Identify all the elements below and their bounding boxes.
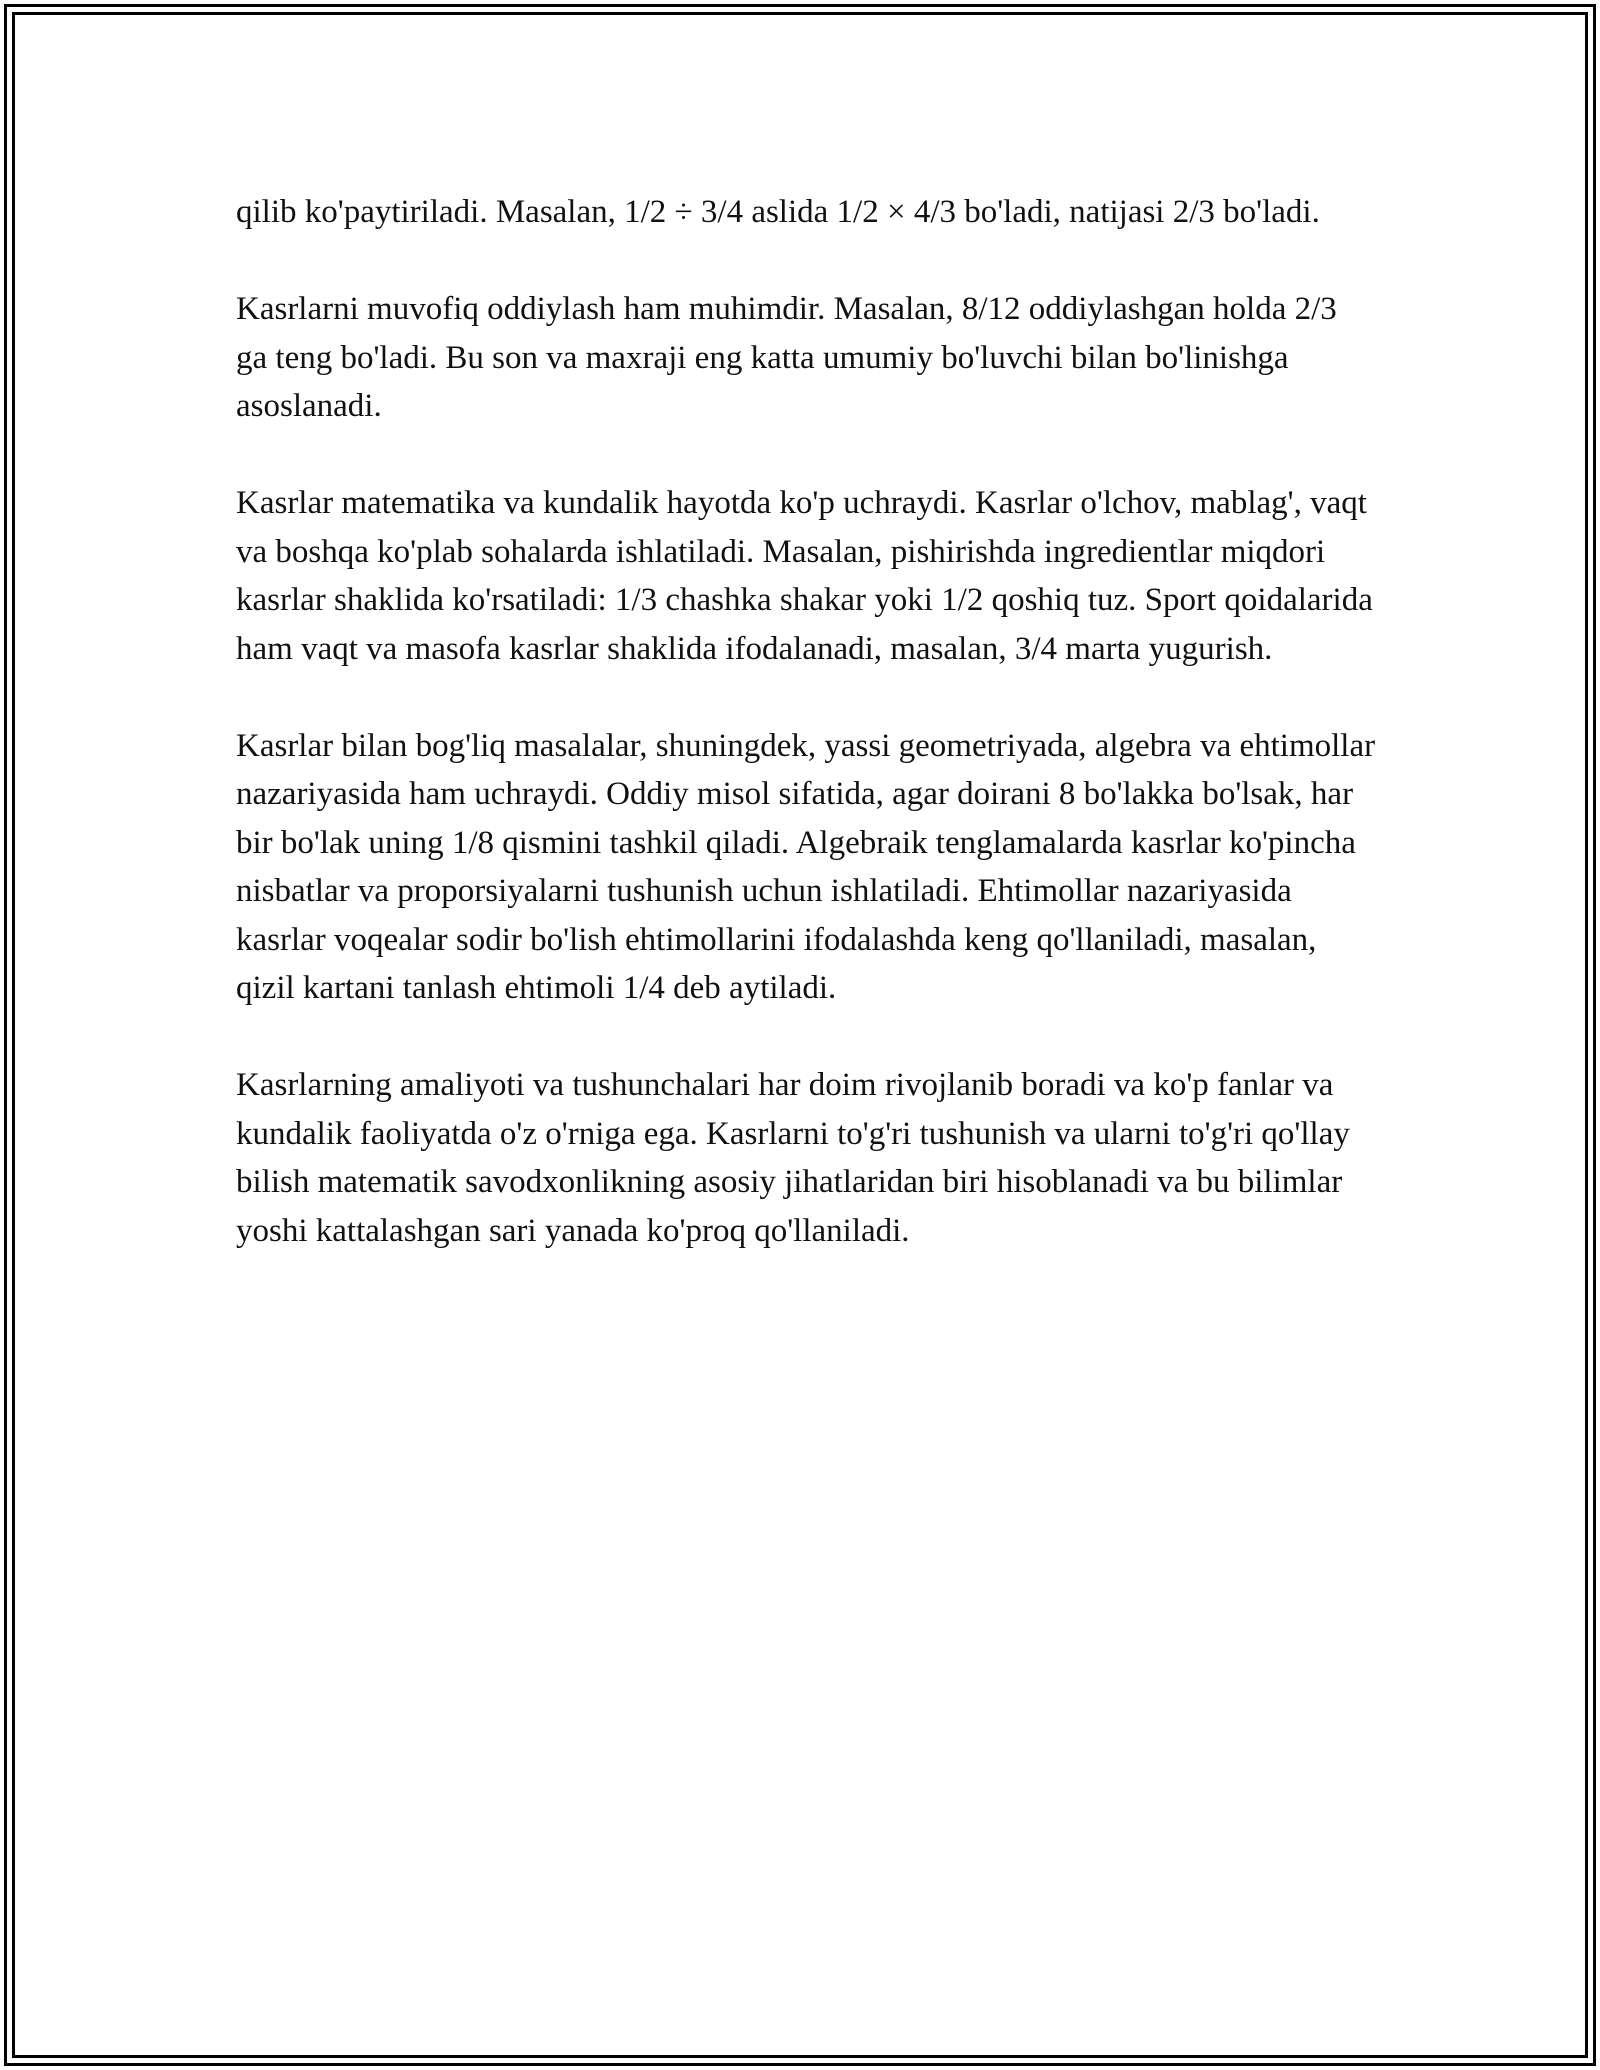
paragraph-conclusion: Kasrlarning amaliyoti va tushunchalari har doim rivojlanib boradi va ko'p fanlar va kundalik faoliyatda o'z o'rniga ega. Kasrlarni to'g'ri tushunish va ularni to'g'ri qo'llay bilish matematik savodxonlikning asosiy jihatlaridan biri hisoblanadi va bu bilimlar yoshi kattalashgan sari yanada ko'proq qo'llaniladi. bbox=[236, 1067, 1350, 1249]
document-body bbox=[236, 188, 1376, 1304]
paragraph-division-example: qilib ko'paytiriladi. Masalan, 1/2 ÷ 3/4 aslida 1/2 × 4/3 bo'ladi, natijasi 2/3 bo'ladi. bbox=[236, 194, 1320, 230]
paragraph-everyday-use: Kasrlar matematika va kundalik hayotda ko'p uchraydi. Kasrlar o'lchov, mablag', vaqt va boshqa ko'plab sohalarda ishlatiladi. Masalan, pishirishda ingredientlar miqdori kasrlar shaklida ko'rsatiladi: 1/3 chashka shakar yoki 1/2 qoshiq tuz. Sport qoidalarida ham vaqt va masofa kasrlar shaklida ifodalanadi, masalan, 3/4 marta yugurish. bbox=[236, 485, 1373, 667]
paragraph-geometry-algebra-probability: Kasrlar bilan bog'liq masalalar, shuningdek, yassi geometriyada, algebra va ehtimollar nazariyasida ham uchraydi. Oddiy misol sifatida, agar doirani 8 bo'lakka bo'lsak, har bir bo'lak uning 1/8 qismini tashkil qiladi. Algebraik tenglamalarda kasrlar ko'pincha nisbatlar va proporsiyalarni tushunish uchun ishlatiladi. Ehtimollar nazariyasida kasrlar voqealar sodir bo'lish ehtimollarini ifodalashda keng qo'llaniladi, masalan, qizil kartani tanlash ehtimoli 1/4 deb aytiladi. bbox=[236, 727, 1376, 1006]
paragraph-simplification: Kasrlarni muvofiq oddiylash ham muhimdir. Masalan, 8/12 oddiylashgan holda 2/3 ga teng bo'ladi. Bu son va maxraji eng katta umumiy bo'luvchi bilan bo'linishga asoslanadi. bbox=[236, 291, 1337, 424]
